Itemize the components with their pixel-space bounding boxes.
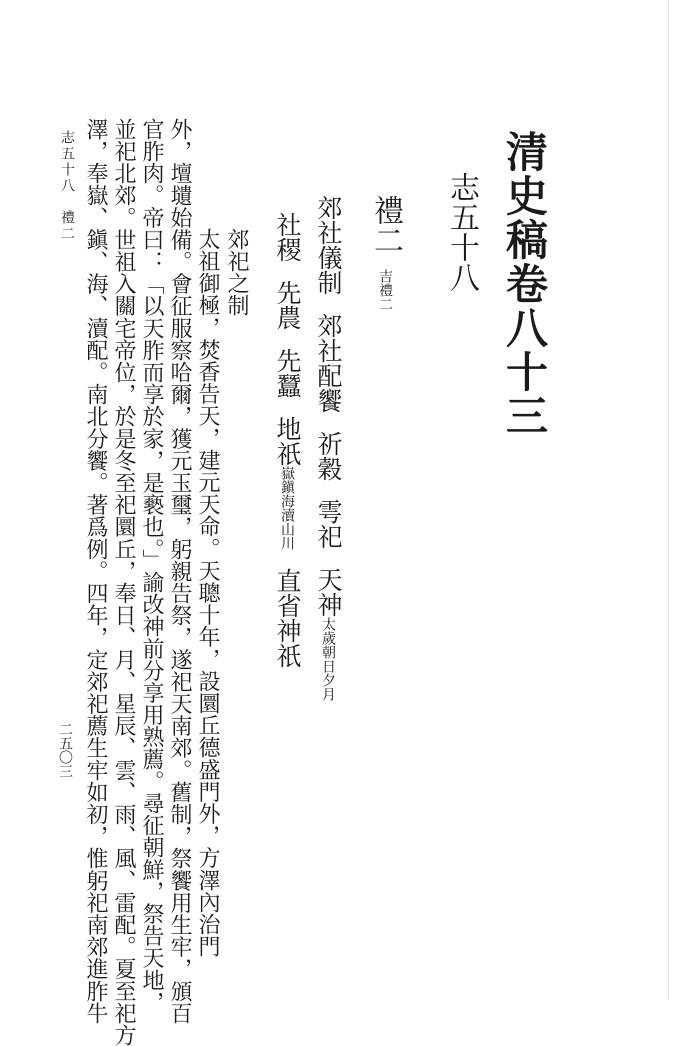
toc-item: 先農 (273, 280, 302, 330)
body-line: 外，壇壝始備。會征服察哈爾，獲元玉璽，躬親告祭，遂祀天南郊。舊制，祭饗用生牢，頒百 (167, 118, 192, 1025)
toc-line-1 (316, 195, 341, 701)
body-line: 郊祀之制 (224, 228, 249, 316)
toc-item: 郊社儀制 (314, 195, 343, 295)
body-line: 澤，奉嶽、鎭、海、瀆配。南北分饗。著爲例。四年，定郊祀薦生牢如初，惟躬祀南郊進胙牛 (83, 118, 108, 1025)
body-line: 並祀北郊。世祖入關宅帝位，於是冬至祀圜丘，奉日、月、星辰、雲、雨、風、雷配。夏至祀方 (111, 118, 136, 1046)
running-footer: 志五十八 禮二 (59, 130, 75, 242)
toc-line-2 (275, 212, 300, 668)
toc-item: 地祇 (273, 416, 302, 466)
toc-item: 先蠶 (273, 348, 302, 398)
toc-item: 雩祀 (314, 499, 343, 549)
toc-item: 天神 (314, 567, 343, 617)
volume-title: 清史稿卷八十三 (500, 130, 549, 438)
toc-item: 郊社配饗 (314, 313, 343, 413)
chapter-title: 禮二 (368, 195, 403, 255)
chapter-heading (368, 195, 403, 311)
toc-item-note: 嶽鎭海瀆山川 (279, 466, 295, 550)
page-number: 二五〇三 (57, 722, 73, 778)
toc-item-note: 太歲朝日夕月 (320, 617, 336, 701)
section-title: 志五十八 (444, 172, 479, 292)
chapter-note: 吉禮二 (377, 269, 393, 311)
body-line: 太祖御極，焚香告天，建元天命。天聰十年，設圜丘德盛門外，方澤內治門 (195, 228, 220, 958)
toc-item: 直省神祇 (273, 568, 302, 668)
toc-item: 祈穀 (314, 431, 343, 481)
scan-edge (668, 0, 669, 1000)
toc-item: 社稷 (273, 212, 302, 262)
body-line: 官胙肉。帝曰：「以天胙而享於家，是褻也。」諭改神前分享用熟薦。尋征朝鮮，祭告天地， (139, 118, 164, 1014)
